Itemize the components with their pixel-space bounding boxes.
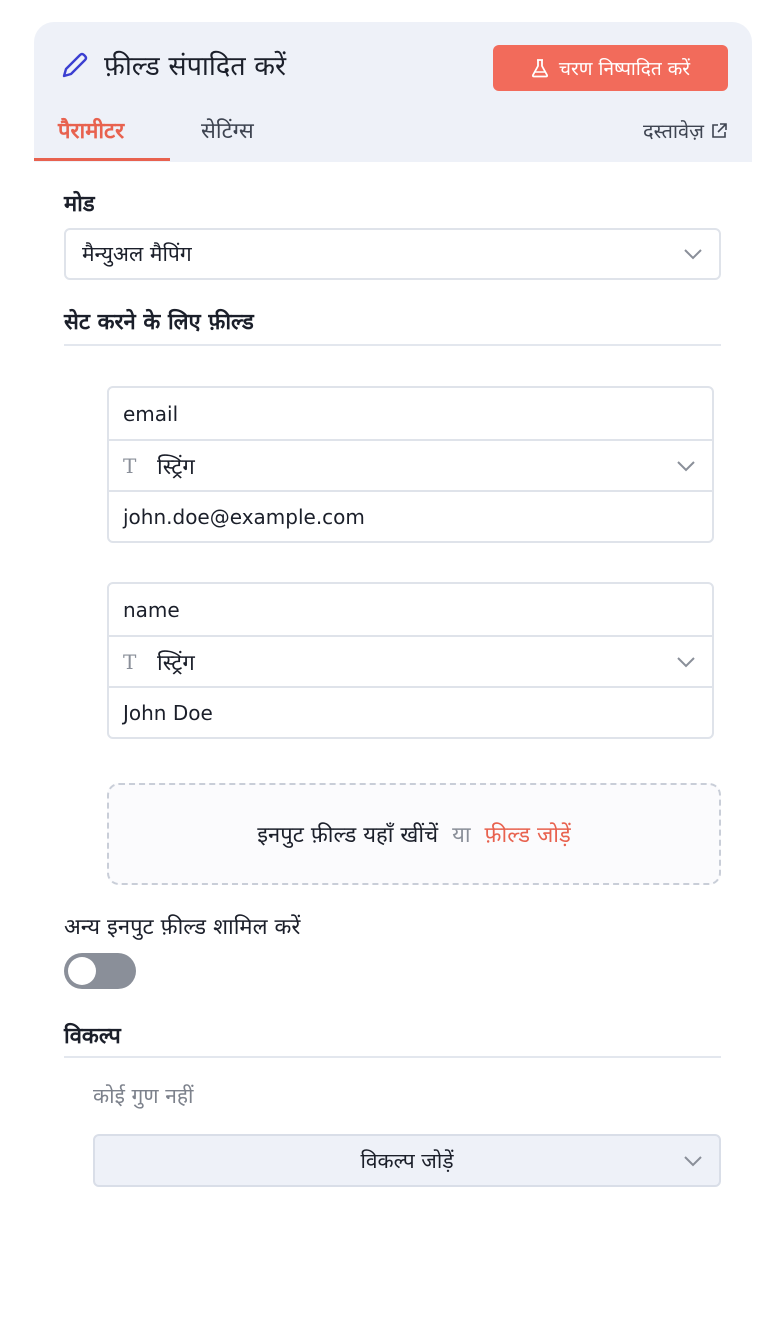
flask-icon: [531, 58, 549, 78]
pencil-icon: [58, 50, 90, 82]
toggle-knob: [68, 957, 96, 985]
field-name-value: name: [123, 597, 180, 622]
include-other-toggle[interactable]: [64, 953, 136, 989]
execute-step-button[interactable]: [493, 45, 728, 91]
field-dropzone[interactable]: [107, 783, 721, 885]
dropzone-or: या: [452, 823, 471, 848]
mode-select[interactable]: [64, 228, 721, 280]
text-type-icon: T: [123, 649, 137, 674]
chevron-down-icon: [676, 655, 696, 669]
external-link-icon: [710, 122, 728, 140]
docs-link-label: दस्तावेज़: [643, 119, 704, 143]
page-title: फ़ील्ड संपादित करें: [104, 51, 286, 82]
field-value-text: John Doe: [123, 700, 213, 725]
mode-select-value: मैन्युअल मैपिंग: [82, 242, 192, 266]
fields-section-label: सेट करने के लिए फ़ील्ड: [64, 310, 254, 335]
dropzone-text: इनपुट फ़ील्ड यहाँ खींचें: [257, 823, 439, 848]
chevron-down-icon: [683, 247, 703, 261]
execute-step-label: चरण निष्पादित करें: [558, 58, 691, 80]
active-tab-indicator: [34, 158, 170, 161]
field-name-input[interactable]: [109, 584, 712, 635]
field-card-email: [107, 386, 714, 543]
options-divider: [64, 1056, 721, 1058]
chevron-down-icon: [676, 459, 696, 473]
field-type-select[interactable]: [109, 439, 712, 490]
mode-label: मोड: [64, 192, 95, 217]
field-card-name: [107, 582, 714, 739]
tab-parameters[interactable]: पैरामीटर: [58, 119, 125, 144]
field-value-input[interactable]: [109, 490, 712, 541]
add-option-select[interactable]: [93, 1134, 721, 1187]
add-field-link[interactable]: फ़ील्ड जोड़ें: [484, 823, 571, 848]
include-other-label: अन्य इनपुट फ़ील्ड शामिल करें: [64, 915, 301, 940]
field-value-input[interactable]: [109, 686, 712, 737]
field-value-text: john.doe@example.com: [123, 504, 365, 529]
chevron-down-icon: [683, 1154, 703, 1168]
text-type-icon: T: [123, 453, 137, 478]
no-properties-text: कोई गुण नहीं: [93, 1084, 194, 1108]
field-name-value: email: [123, 401, 179, 426]
field-type-value: स्ट्रिंग: [157, 650, 195, 676]
node-editor-header: [34, 22, 752, 162]
add-option-label: विकल्प जोड़ें: [360, 1148, 454, 1173]
field-name-input[interactable]: [109, 388, 712, 439]
options-label: विकल्प: [64, 1024, 121, 1049]
field-type-value: स्ट्रिंग: [157, 454, 195, 480]
docs-link[interactable]: [643, 117, 728, 144]
field-type-select[interactable]: [109, 635, 712, 686]
section-divider: [64, 344, 721, 346]
tab-settings[interactable]: सेटिंग्स: [201, 119, 254, 144]
